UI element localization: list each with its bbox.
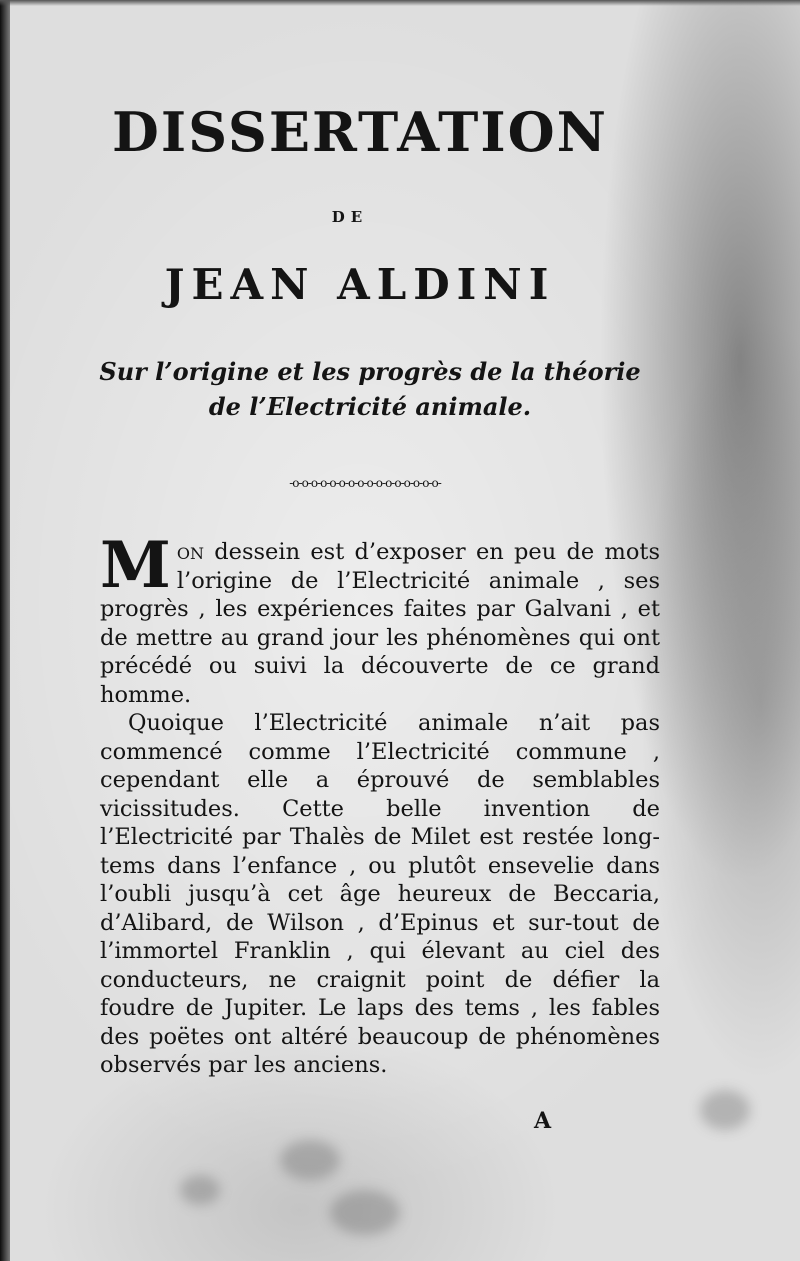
lead-in: on (176, 539, 204, 565)
ornamental-rule: -o-o-o-o-o-o-o-o-o-o-o-o-o-o-o-o- (289, 476, 441, 490)
page-top-shadow (0, 0, 800, 6)
body-text (100, 528, 660, 1080)
title-preposition: DE (331, 208, 369, 226)
paragraph-1 (100, 528, 660, 709)
catchword: A (534, 1108, 552, 1134)
author-name: JEAN ALDINI (164, 260, 556, 309)
stain-mark (280, 1140, 340, 1180)
page-edge-shadow (0, 0, 10, 1261)
stain-mark (700, 1090, 750, 1130)
paragraph-2: Quoique l’Electricité animale n’ait pas commencé comme l’Electricité commune , cependant elle a éprouvé de semblables vicissitudes. Cette belle invention de l’Electricité par Thalès de Milet est restée long-tems dans l’enfance , ou plutôt ensevelie dans l’oubli jusqu’à cet âge heureux de Beccaria, d’Alibard, de Wilson , d’Epinus et sur-tout de l’immortel Franklin , qui élevant au ciel des conducteurs, ne craignit point de défier la foudre de Jupiter. Le laps des tems , les fables des poëtes ont altéré beaucoup de phénomènes observés par les anciens. (100, 710, 660, 1078)
stain-mark (330, 1190, 400, 1235)
paragraph-1-text: dessein est d’exposer en peu de mots l’origine de l’Electricité animale , ses progrès , les expériences faites par Galvani , et de mettre au grand jour les phénomènes qui ont précédé ou suivi la découverte de ce grand homme. (100, 539, 660, 708)
subtitle (60, 354, 680, 424)
page-title: DISSERTATION (112, 100, 608, 164)
stain-mark (180, 1175, 220, 1205)
subtitle-line-2: de l’Electricité animale. (208, 392, 532, 421)
drop-cap: M (100, 528, 171, 603)
subtitle-line-1: Sur l’origine et les progrès de la théorie (99, 357, 641, 386)
